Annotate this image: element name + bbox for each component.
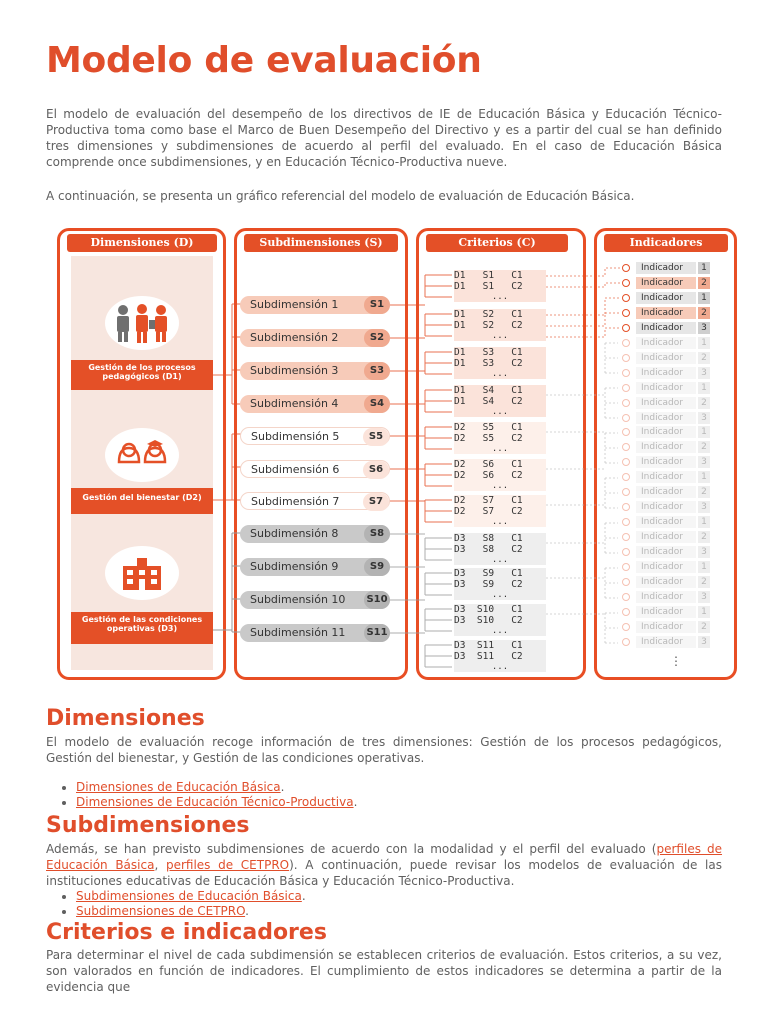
- indicator-label: Indicador: [636, 382, 696, 394]
- criteria-block: [454, 459, 546, 491]
- criteria-block: [454, 533, 546, 565]
- criteria-connector: [390, 314, 452, 338]
- indicator-dot-icon: [622, 294, 630, 302]
- indicator-connector: [546, 283, 620, 287]
- subdimension-code: S11: [364, 624, 390, 642]
- indicator-number: 3: [698, 501, 710, 513]
- subdimension-pill: [240, 296, 390, 314]
- list-item: • Dimensiones de Educación Técnico-Productiva.: [76, 795, 357, 810]
- indicator-label: Indicador: [636, 486, 696, 498]
- header-indicators: Indicadores: [604, 234, 728, 252]
- criteria-row: D3 S8 C1: [454, 533, 523, 544]
- criteria-block: [454, 270, 546, 302]
- criteria-more: ...: [491, 331, 509, 341]
- list-item: • Subdimensiones de Educación Básica.: [76, 889, 306, 904]
- header-subdimensions: Subdimensiones (S): [244, 234, 398, 252]
- indicator-number: 1: [698, 262, 710, 274]
- subdimension-code: S3: [364, 362, 390, 380]
- subdimension-label: Subdimensión 7: [251, 495, 340, 508]
- indicator-dot-icon: [622, 623, 630, 631]
- dimension-3-label: Gestión de las condiciones operativas (D3): [71, 612, 213, 644]
- link-dimensiones-basica[interactable]: Dimensiones de Educación Básica: [76, 780, 281, 794]
- criteria-connector: [390, 500, 452, 522]
- subdimension-label: Subdimensión 8: [250, 527, 339, 540]
- subdimension-label: Subdimensión 9: [250, 560, 339, 573]
- subdimension-code: S10: [364, 591, 390, 609]
- indicator-dot-icon: [622, 369, 630, 377]
- indicator-number: 3: [698, 322, 710, 334]
- indicator-label: Indicador: [636, 307, 696, 319]
- subdimension-code: S9: [364, 558, 390, 576]
- criteria-row: D3 S9 C2: [454, 579, 523, 590]
- indicator-dot-icon: [622, 548, 630, 556]
- criteria-connector: [390, 275, 452, 305]
- criteria-block: [454, 347, 546, 379]
- header-dimensions: Dimensiones (D): [67, 234, 217, 252]
- criteria-row: D3 S11 C2: [454, 651, 523, 662]
- indicator-label: Indicador: [636, 262, 696, 274]
- subdimension-label: Subdimensión 6: [251, 463, 340, 476]
- indicator-label: Indicador: [636, 322, 696, 334]
- indicator-dot-icon: [622, 578, 630, 586]
- criteria-row: D2 S6 C1: [454, 459, 523, 470]
- indicator-number: 2: [698, 352, 710, 364]
- dimensiones-links: [46, 780, 357, 810]
- criteria-row: D1 S4 C1: [454, 385, 523, 396]
- indicator-label: Indicador: [636, 367, 696, 379]
- subdimension-pill: [240, 624, 390, 642]
- criteria-row: D2 S6 C2: [454, 470, 523, 481]
- indicator-connector: [546, 328, 620, 337]
- indicator-label: Indicador: [636, 277, 696, 289]
- subdimension-pill: [240, 395, 390, 413]
- indicator-number: 1: [698, 337, 710, 349]
- criteria-block: [454, 604, 546, 636]
- more-indicators-mark: ⋮: [670, 654, 682, 668]
- criteria-connector: [390, 534, 452, 560]
- criteria-more: ...: [491, 662, 509, 672]
- subdimension-label: Subdimensión 4: [250, 397, 339, 410]
- criteria-more: ...: [491, 517, 509, 527]
- indicator-dot-icon: [622, 264, 630, 272]
- indicator-label: Indicador: [636, 456, 696, 468]
- subdimension-code: S2: [364, 329, 390, 347]
- link-subdimensiones-basica[interactable]: Subdimensiones de Educación Básica: [76, 889, 302, 903]
- indicator-number: 1: [698, 426, 710, 438]
- criteria-connector: [390, 427, 452, 449]
- indicator-label: Indicador: [636, 591, 696, 603]
- criteria-row: D1 S2 C1: [454, 309, 523, 320]
- indicator-label: Indicador: [636, 337, 696, 349]
- indicator-dot-icon: [622, 384, 630, 392]
- indicator-connector: [546, 433, 618, 469]
- indicator-label: Indicador: [636, 561, 696, 573]
- list-item: • Subdimensiones de CETPRO.: [76, 904, 306, 919]
- subdimension-pill: [240, 558, 390, 576]
- criteria-more: ...: [491, 555, 509, 565]
- subdimension-pill: [240, 525, 390, 543]
- subdimension-code: S8: [364, 525, 390, 543]
- criteria-block: [454, 422, 546, 454]
- indicator-label: Indicador: [636, 636, 696, 648]
- indicator-number: 2: [698, 277, 710, 289]
- indicator-number: 3: [698, 591, 710, 603]
- criteria-more: ...: [491, 407, 509, 417]
- intro-paragraph-2: A continuación, se presenta un gráfico referencial del modelo de evaluación de Educación Básica.: [46, 189, 635, 203]
- indicator-dot-icon: [622, 593, 630, 601]
- link-perfiles-basica[interactable]: perfiles de Educación Básica: [46, 842, 723, 872]
- criteria-row: D1 S1 C1: [454, 270, 523, 281]
- indicator-connector: [546, 523, 618, 553]
- indicator-connector: [546, 268, 620, 276]
- criteria-more: ...: [491, 481, 509, 491]
- subdimension-label: Subdimensión 3: [250, 364, 339, 377]
- criteria-row: D1 S4 C2: [454, 396, 523, 407]
- criteria-row: D1 S3 C1: [454, 347, 523, 358]
- criteria-block: [454, 640, 546, 672]
- heading-dimensiones: Dimensiones: [46, 706, 205, 731]
- subdimension-pill: [240, 329, 390, 347]
- heading-subdimensiones: Subdimensiones: [46, 813, 250, 838]
- criteria-row: D3 S11 C1: [454, 640, 523, 651]
- criteria-row: D2 S7 C2: [454, 506, 523, 517]
- subdimensiones-text: Además, se han previsto subdimensiones de acuerdo con la modalidad y el perfil del evaluado (perfiles de Educación Básica, perfiles de CETPRO). A continuación, puede revisar los modelos de evaluación de las instituciones educativas de Educación Básica y Educación Técnico-Productiva.: [46, 842, 723, 888]
- criteria-connector: [390, 567, 452, 595]
- intro-paragraph: El modelo de evaluación del desempeño de los directivos de IE de Educación Básica y Educación Técnico-Productiva toma como base el Marco de Buen Desempeño del Directivo y es a partir del cual se han definido tres dimensiones y subdimensiones de acuerdo al perfil del evaluado. En el caso de Educación Básica comprende once subdimensiones, y en Educación Técnico-Productiva nueve.: [46, 107, 722, 169]
- indicator-label: Indicador: [636, 412, 696, 424]
- subdimension-label: Subdimensión 10: [250, 593, 346, 606]
- indicator-dot-icon: [622, 354, 630, 362]
- criteria-connector: [390, 352, 452, 374]
- subdimension-pill: [240, 591, 390, 609]
- indicator-number: 2: [698, 441, 710, 453]
- criteria-row: D1 S2 C2: [454, 320, 523, 331]
- indicator-number: 2: [698, 486, 710, 498]
- indicator-number: 2: [698, 397, 710, 409]
- subdimension-label: Subdimensión 5: [251, 430, 340, 443]
- criteria-row: D3 S10 C1: [454, 604, 523, 615]
- heading-criterios: Criterios e indicadores: [46, 920, 327, 945]
- dimensiones-text: El modelo de evaluación recoge información de tres dimensiones: Gestión de los procesos pedagógicos, Gestión del bienestar, y Gestión de las condiciones operativas.: [46, 735, 722, 765]
- indicator-number: 2: [698, 621, 710, 633]
- indicator-number: 1: [698, 292, 710, 304]
- criteria-row: D3 S9 C1: [454, 568, 523, 579]
- criteria-connector: [390, 600, 452, 631]
- criteria-row: D3 S10 C2: [454, 615, 523, 626]
- indicator-number: 3: [698, 456, 710, 468]
- criteria-more: ...: [491, 626, 509, 636]
- indicator-number: 1: [698, 471, 710, 483]
- criteria-connector: [390, 464, 452, 486]
- indicator-label: Indicador: [636, 501, 696, 513]
- link-dimensiones-cetpro[interactable]: Dimensiones de Educación Técnico-Productiva: [76, 795, 354, 809]
- indicator-connector: [546, 343, 618, 395]
- list-item: • Dimensiones de Educación Básica.: [76, 780, 357, 795]
- indicator-label: Indicador: [636, 606, 696, 618]
- indicator-number: 2: [698, 531, 710, 543]
- subdimension-label: Subdimensión 2: [250, 331, 339, 344]
- indicator-number: 1: [698, 561, 710, 573]
- indicator-label: Indicador: [636, 426, 696, 438]
- criteria-row: D1 S1 C2: [454, 281, 523, 292]
- indicator-number: 3: [698, 546, 710, 558]
- subdimension-code: S4: [364, 395, 390, 413]
- indicator-label: Indicador: [636, 576, 696, 588]
- criterios-text: Para determinar el nivel de cada subdimensión se establecen criterios de evaluación. Estos criterios, a su vez, son valorados en función de indicadores. El cumplimiento de estos indicadores se determina a partir de la evidencia que: [46, 948, 722, 994]
- subdimension-code: S7: [363, 493, 389, 511]
- page-title: Modelo de evaluación: [46, 40, 482, 81]
- indicator-dot-icon: [622, 414, 630, 422]
- criteria-row: D3 S8 C2: [454, 544, 523, 555]
- criteria-row: D2 S7 C1: [454, 495, 523, 506]
- subdimension-pill: [240, 460, 390, 478]
- indicator-dot-icon: [622, 324, 630, 332]
- subdimension-pill: [240, 427, 390, 445]
- criteria-block: [454, 309, 546, 341]
- criteria-more: ...: [491, 590, 509, 600]
- indicator-dot-icon: [622, 279, 630, 287]
- indicator-connector: [546, 568, 618, 598]
- indicator-number: 3: [698, 367, 710, 379]
- link-subdimensiones-cetpro[interactable]: Subdimensiones de CETPRO: [76, 904, 246, 918]
- criteria-block: [454, 495, 546, 527]
- indicator-number: 1: [698, 382, 710, 394]
- indicator-connector: [546, 478, 618, 508]
- link-perfiles-cetpro[interactable]: perfiles de CETPRO: [165, 858, 290, 872]
- subdimension-code: S6: [363, 461, 389, 479]
- criteria-row: D2 S5 C1: [454, 422, 523, 433]
- subdimension-code: S5: [363, 428, 389, 446]
- indicator-dot-icon: [622, 309, 630, 317]
- criteria-block: [454, 568, 546, 600]
- dimension-1-label: Gestión de los procesos pedagógicos (D1): [71, 360, 213, 390]
- indicator-number: 2: [698, 576, 710, 588]
- indicator-label: Indicador: [636, 621, 696, 633]
- criteria-block: [454, 385, 546, 417]
- subdimension-pill: [240, 362, 390, 380]
- subdimension-pill: [240, 492, 390, 510]
- indicator-label: Indicador: [636, 531, 696, 543]
- indicator-dot-icon: [622, 399, 630, 407]
- indicator-dot-icon: [622, 563, 630, 571]
- subdimension-label: Subdimensión 1: [250, 298, 339, 311]
- indicator-connector: [546, 298, 620, 315]
- indicator-label: Indicador: [636, 352, 696, 364]
- criteria-more: ...: [491, 292, 509, 302]
- indicator-connector: [546, 613, 618, 643]
- indicator-label: Indicador: [636, 516, 696, 528]
- indicator-number: 1: [698, 606, 710, 618]
- indicator-label: Indicador: [636, 471, 696, 483]
- criteria-row: D1 S3 C2: [454, 358, 523, 369]
- criteria-row: D2 S5 C2: [454, 433, 523, 444]
- indicator-number: 1: [698, 516, 710, 528]
- subdimension-code: S1: [364, 296, 390, 314]
- indicator-number: 3: [698, 412, 710, 424]
- criteria-more: ...: [491, 444, 509, 454]
- criteria-more: ...: [491, 369, 509, 379]
- indicator-dot-icon: [622, 638, 630, 646]
- indicator-label: Indicador: [636, 292, 696, 304]
- subdimension-label: Subdimensión 11: [250, 626, 346, 639]
- indicator-dot-icon: [622, 608, 630, 616]
- indicator-number: 3: [698, 636, 710, 648]
- indicator-dot-icon: [622, 339, 630, 347]
- subdimensiones-links: [46, 889, 306, 919]
- indicator-number: 2: [698, 307, 710, 319]
- criteria-connector: [390, 390, 452, 412]
- indicator-label: Indicador: [636, 441, 696, 453]
- criteria-connector: [390, 633, 452, 667]
- indicator-label: Indicador: [636, 397, 696, 409]
- dimension-2-label: Gestión del bienestar (D2): [71, 488, 213, 514]
- indicator-label: Indicador: [636, 546, 696, 558]
- header-criteria: Criterios (C): [426, 234, 568, 252]
